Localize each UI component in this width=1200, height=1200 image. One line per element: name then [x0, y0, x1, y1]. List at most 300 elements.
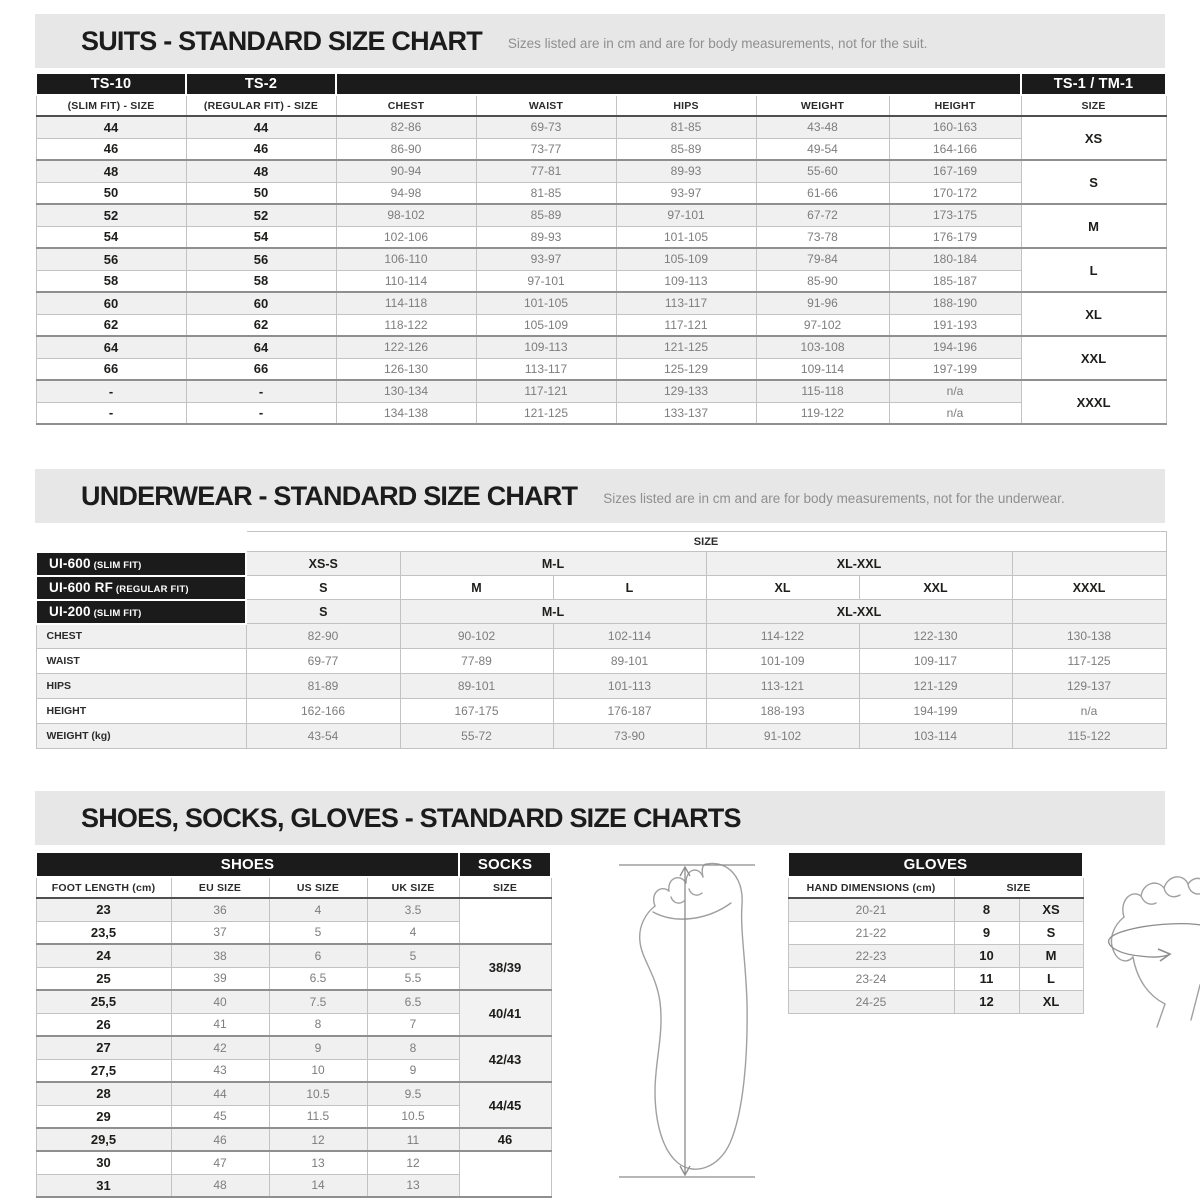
table-cell: 115-118	[756, 380, 889, 402]
table-cell: 58	[186, 270, 336, 292]
column-header: SIZE	[459, 877, 551, 898]
table-cell: 117-121	[616, 314, 756, 336]
table-row	[36, 898, 551, 921]
table-cell: 56	[186, 248, 336, 270]
table-subheader-row	[788, 877, 1083, 898]
table-cell: 67-72	[756, 204, 889, 226]
table-row	[36, 182, 1166, 204]
table-cell: 115-122	[1012, 724, 1166, 749]
table-cell: 129-137	[1012, 674, 1166, 699]
table-cell: 129-133	[616, 380, 756, 402]
table-cell: 125-129	[616, 358, 756, 380]
table-row	[36, 380, 1166, 402]
table-cell: 93-97	[476, 248, 616, 270]
suits-title-bar	[35, 14, 1165, 68]
table-cell: 48	[171, 1174, 269, 1197]
table-row	[36, 1036, 551, 1059]
table-cell: 167-169	[889, 160, 1021, 182]
table-cell: M-L	[400, 600, 706, 624]
hand-dimension-cell: 22-23	[788, 944, 954, 967]
table-cell: 56	[36, 248, 186, 270]
table-cell: n/a	[889, 380, 1021, 402]
column-header: FOOT LENGTH (cm)	[36, 877, 171, 898]
table-cell: 41	[171, 1013, 269, 1036]
table-cell: 73-78	[756, 226, 889, 248]
table-cell: 188-190	[889, 292, 1021, 314]
table-cell: 191-193	[889, 314, 1021, 336]
footwear-tables-row	[35, 851, 1165, 1198]
table-cell: 105-109	[616, 248, 756, 270]
row-label: HIPS	[36, 674, 246, 699]
column-header: SIZE	[954, 877, 1083, 898]
column-group-ts10: TS-10	[36, 73, 186, 95]
table-cell: 25,5	[36, 990, 171, 1013]
table-cell: 55-60	[756, 160, 889, 182]
table-cell: 38	[171, 944, 269, 967]
size-group-cell: S	[1021, 160, 1166, 204]
column-header: HIPS	[616, 95, 756, 116]
hand-dimension-cell: 24-25	[788, 990, 954, 1013]
column-header: HAND DIMENSIONS (cm)	[788, 877, 954, 898]
shoes-table-body	[36, 898, 551, 1197]
table-cell: 6	[269, 944, 367, 967]
table-cell: 64	[186, 336, 336, 358]
model-name: UI-600	[49, 556, 91, 571]
table-cell: 98-102	[336, 204, 476, 226]
table-header-row	[36, 73, 1166, 95]
table-cell: 27	[36, 1036, 171, 1059]
table-cell: 188-193	[706, 699, 859, 724]
table-cell: 13	[367, 1174, 459, 1197]
model-fit: (SLIM FIT)	[90, 608, 142, 619]
table-row	[788, 967, 1083, 990]
table-cell: XXXL	[1012, 576, 1166, 600]
foot-measurement-illustration	[597, 851, 777, 1191]
table-cell: L	[553, 576, 706, 600]
table-row	[788, 898, 1083, 921]
table-cell: 122-126	[336, 336, 476, 358]
size-header: SIZE	[246, 532, 1166, 552]
table-cell: 5.5	[367, 967, 459, 990]
model-name: UI-600 RF	[49, 580, 114, 595]
table-row	[36, 336, 1166, 358]
table-cell: 69-77	[246, 649, 400, 674]
table-cell: 130-138	[1012, 624, 1166, 649]
table-cell: 81-89	[246, 674, 400, 699]
column-group-socks: SOCKS	[459, 852, 551, 877]
row-label: WAIST	[36, 649, 246, 674]
table-cell	[1012, 552, 1166, 576]
table-cell: 30	[36, 1151, 171, 1174]
column-header: WAIST	[476, 95, 616, 116]
table-cell: 37	[171, 921, 269, 944]
table-cell: 47	[171, 1151, 269, 1174]
glove-size-letter-cell: XL	[1019, 990, 1083, 1013]
column-header: (SLIM FIT) - SIZE	[36, 95, 186, 116]
table-cell: 39	[171, 967, 269, 990]
table-cell: 85-89	[616, 138, 756, 160]
table-cell: -	[186, 380, 336, 402]
table-cell: 109-114	[756, 358, 889, 380]
table-row	[36, 699, 1166, 724]
column-group-measurements	[336, 73, 1021, 95]
glove-size-number-cell: 12	[954, 990, 1019, 1013]
table-cell: 3.5	[367, 898, 459, 921]
table-cell: 86-90	[336, 138, 476, 160]
table-cell: 54	[186, 226, 336, 248]
table-cell: 52	[186, 204, 336, 226]
table-cell: 13	[269, 1151, 367, 1174]
table-row	[36, 226, 1166, 248]
table-cell: 11	[367, 1128, 459, 1151]
table-cell: 43-54	[246, 724, 400, 749]
table-cell: 52	[36, 204, 186, 226]
table-row	[36, 138, 1166, 160]
column-group-gloves: GLOVES	[788, 852, 1083, 877]
table-cell: XL	[706, 576, 859, 600]
table-cell: 122-130	[859, 624, 1012, 649]
table-row	[36, 724, 1166, 749]
table-cell: 113-121	[706, 674, 859, 699]
row-label: CHEST	[36, 624, 246, 649]
column-header: HEIGHT	[889, 95, 1021, 116]
table-cell: 62	[36, 314, 186, 336]
table-row	[36, 270, 1166, 292]
socks-size-cell: 46	[459, 1128, 551, 1151]
hand-dimension-cell: 20-21	[788, 898, 954, 921]
table-cell: 79-84	[756, 248, 889, 270]
table-cell: 12	[367, 1151, 459, 1174]
table-cell: 9	[367, 1059, 459, 1082]
size-group-cell: XS	[1021, 116, 1166, 160]
table-cell: 54	[36, 226, 186, 248]
table-cell: 81-85	[476, 182, 616, 204]
table-cell: 36	[171, 898, 269, 921]
table-cell: 66	[36, 358, 186, 380]
table-cell: 119-122	[756, 402, 889, 424]
table-cell: S	[246, 600, 400, 624]
table-cell: 44	[186, 116, 336, 138]
table-cell: 89-93	[616, 160, 756, 182]
table-row	[36, 944, 551, 967]
table-cell: 194-199	[859, 699, 1012, 724]
table-cell: 94-98	[336, 182, 476, 204]
column-header: CHEST	[336, 95, 476, 116]
table-row	[36, 292, 1166, 314]
underwear-table-header	[36, 532, 1166, 552]
glove-size-letter-cell: M	[1019, 944, 1083, 967]
socks-size-cell	[459, 1151, 551, 1197]
table-cell: 23	[36, 898, 171, 921]
table-cell: 109-117	[859, 649, 1012, 674]
table-cell: 105-109	[476, 314, 616, 336]
table-cell: 164-166	[889, 138, 1021, 160]
table-cell: 82-86	[336, 116, 476, 138]
table-cell: XL-XXL	[706, 600, 1012, 624]
table-cell: 114-118	[336, 292, 476, 314]
table-cell: -	[36, 402, 186, 424]
table-cell: 176-187	[553, 699, 706, 724]
table-cell: 180-184	[889, 248, 1021, 270]
table-header-row	[788, 852, 1083, 877]
table-cell: 14	[269, 1174, 367, 1197]
table-cell: M	[400, 576, 553, 600]
suits-subtitle: Sizes listed are in cm and are for body measurements, not for the suit.	[507, 36, 928, 51]
table-cell: 43	[171, 1059, 269, 1082]
footwear-title-bar	[35, 791, 1165, 845]
table-cell: 162-166	[246, 699, 400, 724]
table-cell: 24	[36, 944, 171, 967]
table-cell: 27,5	[36, 1059, 171, 1082]
table-row	[36, 248, 1166, 270]
table-cell: 121-125	[476, 402, 616, 424]
table-cell: 6.5	[269, 967, 367, 990]
table-cell: XL-XXL	[706, 552, 1012, 576]
column-group-ts1-tm1: TS-1 / TM-1	[1021, 73, 1166, 95]
gloves-table-header	[788, 852, 1083, 898]
table-cell	[1012, 600, 1166, 624]
table-cell: 44	[171, 1082, 269, 1105]
table-header-row	[36, 532, 1166, 552]
glove-size-letter-cell: L	[1019, 967, 1083, 990]
table-row	[36, 160, 1166, 182]
table-cell: n/a	[1012, 699, 1166, 724]
table-cell: 101-105	[476, 292, 616, 314]
footwear-title: SHOES, SOCKS, GLOVES - STANDARD SIZE CHARTS	[81, 802, 741, 833]
table-cell: 46	[186, 138, 336, 160]
table-cell: 167-175	[400, 699, 553, 724]
table-cell: 89-93	[476, 226, 616, 248]
table-cell: 93-97	[616, 182, 756, 204]
table-cell: 10.5	[269, 1082, 367, 1105]
socks-size-cell: 40/41	[459, 990, 551, 1036]
model-label	[36, 576, 246, 600]
table-cell: 29	[36, 1105, 171, 1128]
hand-measurement-illustration	[1092, 855, 1200, 1040]
glove-size-number-cell: 8	[954, 898, 1019, 921]
suits-table	[35, 72, 1167, 425]
underwear-table	[35, 531, 1167, 749]
table-row	[788, 944, 1083, 967]
gloves-table	[787, 851, 1084, 1014]
table-row	[36, 1082, 551, 1105]
table-cell: 170-172	[889, 182, 1021, 204]
table-cell: 50	[186, 182, 336, 204]
column-header: UK SIZE	[367, 877, 459, 898]
table-cell: 7.5	[269, 990, 367, 1013]
table-cell: 197-199	[889, 358, 1021, 380]
table-row	[36, 552, 1166, 576]
underwear-title: UNDERWEAR - STANDARD SIZE CHART	[81, 480, 578, 511]
table-row	[36, 624, 1166, 649]
table-cell: 10.5	[367, 1105, 459, 1128]
table-cell: 103-114	[859, 724, 1012, 749]
table-cell: 102-106	[336, 226, 476, 248]
table-cell: 117-121	[476, 380, 616, 402]
table-cell: 77-89	[400, 649, 553, 674]
size-group-cell: XL	[1021, 292, 1166, 336]
table-cell: 73-90	[553, 724, 706, 749]
table-cell: 91-102	[706, 724, 859, 749]
table-cell: 194-196	[889, 336, 1021, 358]
table-cell: 4	[269, 898, 367, 921]
table-cell: XXL	[859, 576, 1012, 600]
table-cell: 11.5	[269, 1105, 367, 1128]
socks-size-cell: 44/45	[459, 1082, 551, 1128]
size-group-cell: M	[1021, 204, 1166, 248]
glove-size-letter-cell: S	[1019, 921, 1083, 944]
table-cell: 114-122	[706, 624, 859, 649]
suits-table-header	[36, 73, 1166, 116]
table-cell: 103-108	[756, 336, 889, 358]
table-cell: 46	[171, 1128, 269, 1151]
table-row	[36, 402, 1166, 424]
table-cell: 73-77	[476, 138, 616, 160]
table-cell: 173-175	[889, 204, 1021, 226]
table-cell: -	[186, 402, 336, 424]
table-cell: 5	[367, 944, 459, 967]
underwear-title-bar	[35, 469, 1165, 523]
table-cell: 90-94	[336, 160, 476, 182]
model-label	[36, 600, 246, 624]
table-cell: 58	[36, 270, 186, 292]
table-cell: 102-114	[553, 624, 706, 649]
table-cell: 101-113	[553, 674, 706, 699]
table-cell: 134-138	[336, 402, 476, 424]
table-cell: 101-109	[706, 649, 859, 674]
table-row	[36, 990, 551, 1013]
table-cell: 109-113	[616, 270, 756, 292]
socks-size-cell: 38/39	[459, 944, 551, 990]
table-cell: 40	[171, 990, 269, 1013]
fist-outline-icon	[1092, 855, 1200, 1040]
column-header: US SIZE	[269, 877, 367, 898]
table-cell: 62	[186, 314, 336, 336]
table-cell: 121-125	[616, 336, 756, 358]
table-cell: 133-137	[616, 402, 756, 424]
table-row	[36, 674, 1166, 699]
model-name: UI-200	[49, 604, 91, 619]
table-cell: 176-179	[889, 226, 1021, 248]
table-cell: 12	[269, 1128, 367, 1151]
table-row	[36, 1151, 551, 1174]
empty-corner-cell	[36, 532, 246, 552]
table-cell: 6.5	[367, 990, 459, 1013]
table-cell: S	[246, 576, 400, 600]
socks-size-cell: 42/43	[459, 1036, 551, 1082]
table-row	[36, 314, 1166, 336]
table-cell: 82-90	[246, 624, 400, 649]
table-subheader-row	[36, 877, 551, 898]
model-fit: (REGULAR FIT)	[113, 584, 189, 595]
model-label	[36, 552, 246, 576]
table-cell: 4	[367, 921, 459, 944]
table-row	[36, 600, 1166, 624]
table-row	[36, 116, 1166, 138]
table-cell: 66	[186, 358, 336, 380]
shoes-table-header	[36, 852, 551, 898]
table-cell: 23,5	[36, 921, 171, 944]
glove-size-letter-cell: XS	[1019, 898, 1083, 921]
table-cell: -	[36, 380, 186, 402]
row-label: HEIGHT	[36, 699, 246, 724]
table-cell: 46	[36, 138, 186, 160]
table-cell: 64	[36, 336, 186, 358]
glove-size-number-cell: 10	[954, 944, 1019, 967]
table-cell: 9.5	[367, 1082, 459, 1105]
table-cell: 60	[36, 292, 186, 314]
table-subheader-row	[36, 95, 1166, 116]
glove-size-number-cell: 11	[954, 967, 1019, 990]
model-fit: (SLIM FIT)	[90, 560, 142, 571]
hand-dimension-cell: 21-22	[788, 921, 954, 944]
table-cell: 61-66	[756, 182, 889, 204]
table-cell: 97-101	[476, 270, 616, 292]
gloves-table-body	[788, 898, 1083, 1013]
column-header: (REGULAR FIT) - SIZE	[186, 95, 336, 116]
suits-table-body	[36, 116, 1166, 424]
underwear-subtitle: Sizes listed are in cm and are for body measurements, not for the underwear.	[603, 491, 1065, 506]
table-cell: 113-117	[476, 358, 616, 380]
table-cell: 89-101	[400, 674, 553, 699]
table-cell: 113-117	[616, 292, 756, 314]
suits-title: SUITS - STANDARD SIZE CHART	[81, 25, 482, 56]
table-cell: 8	[269, 1013, 367, 1036]
table-cell: 81-85	[616, 116, 756, 138]
table-header-row	[36, 852, 551, 877]
table-cell: 29,5	[36, 1128, 171, 1151]
table-cell: M-L	[400, 552, 706, 576]
hand-dimension-cell: 23-24	[788, 967, 954, 990]
table-cell: 109-113	[476, 336, 616, 358]
column-header: WEIGHT	[756, 95, 889, 116]
table-cell: 49-54	[756, 138, 889, 160]
table-cell: 97-101	[616, 204, 756, 226]
table-cell: 31	[36, 1174, 171, 1197]
table-cell: 121-129	[859, 674, 1012, 699]
table-cell: 25	[36, 967, 171, 990]
table-cell: 110-114	[336, 270, 476, 292]
table-cell: 118-122	[336, 314, 476, 336]
size-group-cell: XXXL	[1021, 380, 1166, 424]
table-cell: 10	[269, 1059, 367, 1082]
table-cell: 85-89	[476, 204, 616, 226]
table-cell: 8	[367, 1036, 459, 1059]
table-cell: 48	[36, 160, 186, 182]
table-cell: 50	[36, 182, 186, 204]
table-cell: 130-134	[336, 380, 476, 402]
table-row	[36, 576, 1166, 600]
table-cell: 101-105	[616, 226, 756, 248]
table-cell: 26	[36, 1013, 171, 1036]
table-cell: 117-125	[1012, 649, 1166, 674]
table-row	[788, 990, 1083, 1013]
table-cell: 5	[269, 921, 367, 944]
table-cell: 69-73	[476, 116, 616, 138]
table-cell: 91-96	[756, 292, 889, 314]
underwear-table-body	[36, 552, 1166, 749]
table-cell: 55-72	[400, 724, 553, 749]
table-cell: n/a	[889, 402, 1021, 424]
table-cell: 85-90	[756, 270, 889, 292]
table-cell: 90-102	[400, 624, 553, 649]
column-group-ts2: TS-2	[186, 73, 336, 95]
table-row	[36, 649, 1166, 674]
table-cell: 43-48	[756, 116, 889, 138]
size-group-cell: L	[1021, 248, 1166, 292]
table-cell: 42	[171, 1036, 269, 1059]
table-row	[36, 358, 1166, 380]
